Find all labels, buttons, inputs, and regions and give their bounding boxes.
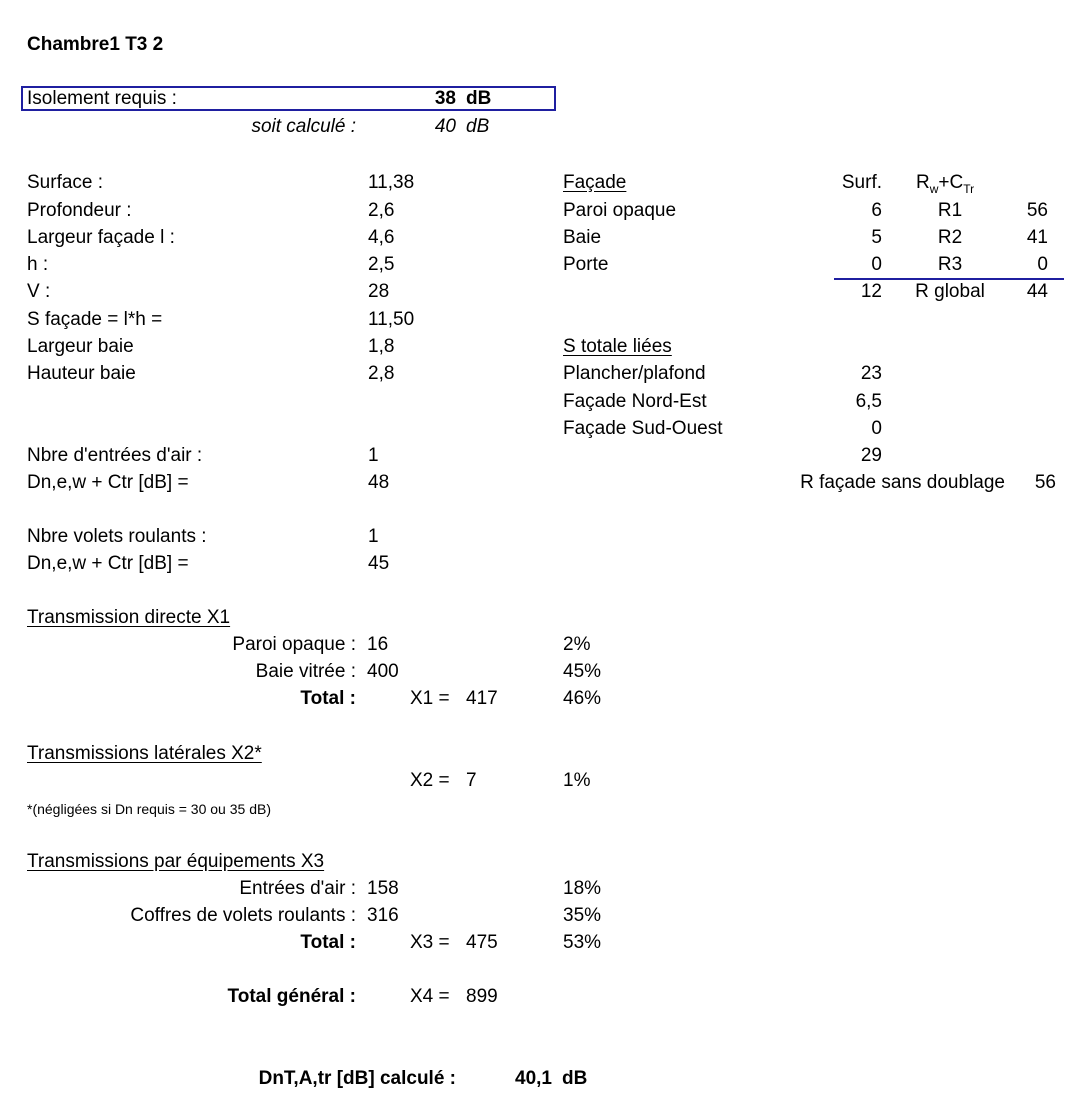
no-lining-value: 56 — [1034, 472, 1056, 493]
room-label: h : — [27, 254, 49, 275]
air-inlet-count-value: 1 — [368, 445, 379, 466]
facade-total-surf: 12 — [860, 281, 882, 302]
shutter-count-value: 1 — [368, 526, 379, 547]
facade-row-r-value: 0 — [1037, 254, 1048, 275]
x3-eq: X3 = — [410, 932, 450, 953]
facade-row-r-value: 41 — [1026, 227, 1048, 248]
x2-value: 7 — [466, 770, 477, 791]
x1-eq: X1 = — [410, 688, 450, 709]
facade-row-surf: 5 — [871, 227, 882, 248]
x1-heading: Transmission directe X1 — [27, 607, 231, 628]
result-label: DnT,A,tr [dB] calculé : — [258, 1068, 456, 1089]
requirement-value: 38 — [434, 88, 456, 109]
room-label: Hauteur baie — [27, 363, 136, 384]
page-title: Chambre1 T3 2 — [27, 34, 164, 55]
facade-heading: Façade — [563, 172, 627, 193]
facade-row-label: Baie — [563, 227, 602, 248]
room-label: Surface : — [27, 172, 104, 193]
room-value: 2,8 — [368, 363, 395, 384]
x3-row-label: Entrées d'air : — [239, 878, 356, 899]
x4-value: 899 — [466, 986, 498, 1007]
linked-total: 29 — [860, 445, 882, 466]
facade-global-label: R global — [915, 281, 985, 302]
facade-r-header — [916, 172, 974, 195]
facade-row-surf: 6 — [871, 200, 882, 221]
x3-row-label: Coffres de volets roulants : — [130, 905, 356, 926]
linked-row-label: Plancher/plafond — [563, 363, 706, 384]
linked-row-value: 23 — [860, 363, 882, 384]
x1-row-label: Paroi opaque : — [232, 634, 356, 655]
room-value: 1,8 — [368, 336, 395, 357]
facade-row-label: Paroi opaque — [563, 200, 677, 221]
x2-note: *(négligées si Dn requis = 30 ou 35 dB) — [27, 801, 271, 817]
room-label: Largeur baie — [27, 336, 134, 357]
facade-row-r-label: R3 — [937, 254, 963, 275]
room-label: V : — [27, 281, 51, 302]
linked-row-value: 0 — [871, 418, 882, 439]
room-value: 11,50 — [368, 309, 415, 330]
calc-value: 40 — [434, 116, 456, 137]
x3-total-label: Total : — [300, 932, 356, 953]
x3-heading: Transmissions par équipements X3 — [27, 851, 325, 872]
x1-row-pct: 2% — [563, 634, 591, 655]
x3-row-value: 316 — [367, 905, 399, 926]
x3-row-pct: 18% — [563, 878, 602, 899]
result-value: 40,1 — [515, 1068, 552, 1089]
facade-row-surf: 0 — [871, 254, 882, 275]
room-value: 11,38 — [368, 172, 415, 193]
x1-row-value: 400 — [367, 661, 399, 682]
requirement-unit: dB — [466, 88, 492, 109]
facade-row-r-label: R2 — [937, 227, 963, 248]
facade-row-label: Porte — [563, 254, 609, 275]
shutter-count-label: Nbre volets roulants : — [27, 526, 207, 547]
x1-total: 417 — [466, 688, 498, 709]
calc-unit: dB — [466, 116, 490, 137]
room-value: 4,6 — [368, 227, 395, 248]
room-label: Profondeur : — [27, 200, 132, 221]
linked-row-value: 6,5 — [855, 391, 882, 412]
shutter-dn-label: Dn,e,w + Ctr [dB] = — [27, 553, 189, 574]
c-symbol: +C — [938, 172, 964, 193]
facade-surf-header: Surf. — [841, 172, 882, 193]
room-value: 2,5 — [368, 254, 395, 275]
air-inlet-count-label: Nbre d'entrées d'air : — [27, 445, 203, 466]
room-value: 2,6 — [368, 200, 395, 221]
x4-eq: X4 = — [410, 986, 450, 1007]
x3-total-pct: 53% — [563, 932, 602, 953]
x3-row-pct: 35% — [563, 905, 602, 926]
facade-total-divider — [834, 278, 1064, 280]
r-subscript-tr: Tr — [963, 182, 975, 196]
x1-total-label: Total : — [300, 688, 356, 709]
room-value: 28 — [368, 281, 390, 302]
no-lining-label: R façade sans doublage — [800, 472, 1005, 493]
air-inlet-dn-label: Dn,e,w + Ctr [dB] = — [27, 472, 189, 493]
calc-label: soit calculé : — [251, 116, 356, 137]
room-label: S façade = l*h = — [27, 309, 163, 330]
linked-row-label: Façade Nord-Est — [563, 391, 707, 412]
x1-row-pct: 45% — [563, 661, 602, 682]
r-subscript-w: w — [929, 182, 939, 196]
x2-heading: Transmissions latérales X2* — [27, 743, 262, 764]
r-symbol: R — [916, 172, 930, 193]
air-inlet-dn-value: 48 — [368, 472, 390, 493]
room-label: Largeur façade l : — [27, 227, 175, 248]
facade-row-r-value: 56 — [1026, 200, 1048, 221]
linked-heading: S totale liées — [563, 336, 672, 357]
x2-eq: X2 = — [410, 770, 450, 791]
facade-global-value: 44 — [1026, 281, 1048, 302]
x1-row-value: 16 — [367, 634, 389, 655]
x1-total-pct: 46% — [563, 688, 602, 709]
linked-row-label: Façade Sud-Ouest — [563, 418, 723, 439]
x1-row-label: Baie vitrée : — [255, 661, 356, 682]
facade-row-r-label: R1 — [937, 200, 963, 221]
shutter-dn-value: 45 — [368, 553, 390, 574]
x3-total: 475 — [466, 932, 498, 953]
x4-label: Total général : — [227, 986, 356, 1007]
x3-row-value: 158 — [367, 878, 399, 899]
requirement-label: Isolement requis : — [27, 88, 177, 109]
x2-pct: 1% — [563, 770, 591, 791]
result-unit: dB — [562, 1068, 588, 1089]
